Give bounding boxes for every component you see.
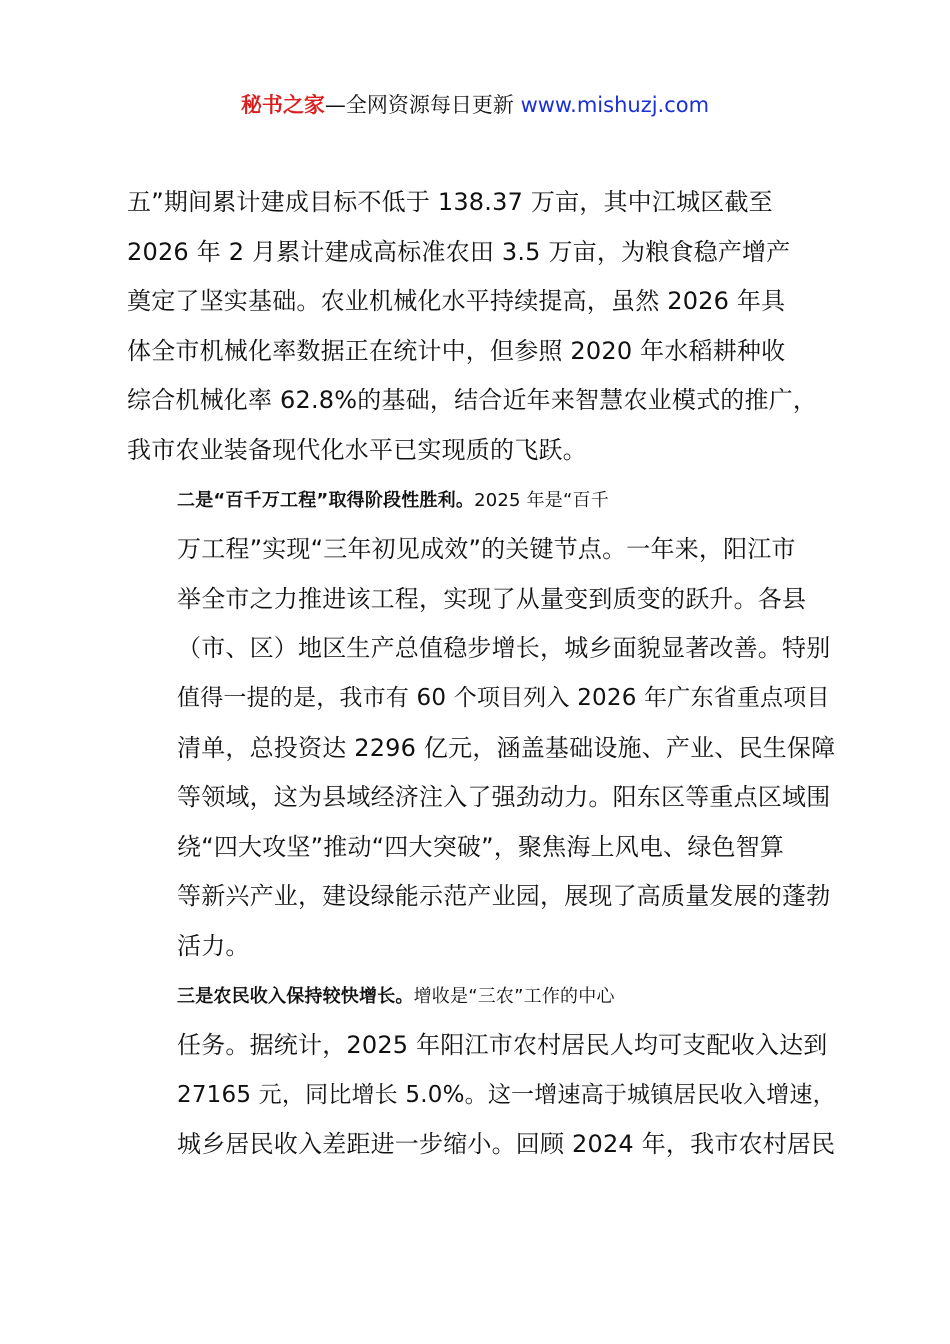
paragraph-income [127,972,835,1170]
brand-name: 秘书之家 [240,93,325,117]
text-line: 城乡居民收入差距进一步缩小。回顾 2024 年，我市农村居民 [177,1130,836,1159]
section-heading: 二是“百千万工程”取得阶段性胜利。 [177,489,475,511]
text-line-first [127,476,835,526]
text-line: 清单，总投资达 2296 亿元，涵盖基础设施、产业、民生保障 [177,733,836,762]
site-header [0,90,950,120]
paragraph-farmland [127,178,835,476]
text-line: 举全市之力推进该工程，实现了从量变到质变的跃升。各县 [177,584,807,613]
text-line: 活力。 [177,931,250,960]
text-line: 等新兴产业，建设绿能示范产业园，展现了高质量发展的蓬勃 [177,882,831,911]
header-tagline: —全网资源每日更新 [324,93,514,117]
text-line: 五”期间累计建成目标不低于 138.37 万亩，其中江城区截至 [127,188,773,216]
text-run: 增收是“三农”工作的中心 [413,985,615,1007]
text-line: 绕“四大攻坚”推动“四大突破”，聚焦海上风电、绿色智算 [177,832,785,861]
text-line: 综合机械化率 62.8%的基础，结合近年来智慧农业模式的推广， [127,386,818,415]
text-line: 我市农业装备现代化水平已实现质的飞跃。 [127,435,587,464]
site-url-link[interactable]: www.mishuzj.com [520,93,710,117]
text-run: 2025 年是“百千 [474,489,609,511]
text-line: 27165 元，同比增长 5.0%。这一增速高于城镇居民收入增速， [177,1081,836,1108]
text-line: 值得一提的是，我市有 60 个项目列入 2026 年广东省重点项目 [177,684,830,711]
paragraph-project [127,476,835,972]
text-line: 奠定了坚实基础。农业机械化水平持续提高，虽然 2026 年具 [127,287,786,316]
section-heading: 三是农民收入保持较快增长。 [177,985,414,1007]
text-line-first [127,972,835,1022]
text-line: 任务。据统计，2025 年阳江市农村居民人均可支配收入达到 [177,1031,828,1060]
text-line: 体全市机械化率数据正在统计中，但参照 2020 年水稻耕种收 [127,336,786,365]
text-line: 等领域，这为县域经济注入了强劲动力。阳东区等重点区域围 [177,783,831,812]
text-line: （市、区）地区生产总值稳步增长，城乡面貌显著改善。特别 [177,634,831,663]
text-line: 万工程”实现“三年初见成效”的关键节点。一年来，阳江市 [177,535,796,564]
document-body [127,178,835,1170]
text-line: 2026 年 2 月累计建成高标准农田 3.5 万亩，为粮食稳产增产 [127,237,791,266]
